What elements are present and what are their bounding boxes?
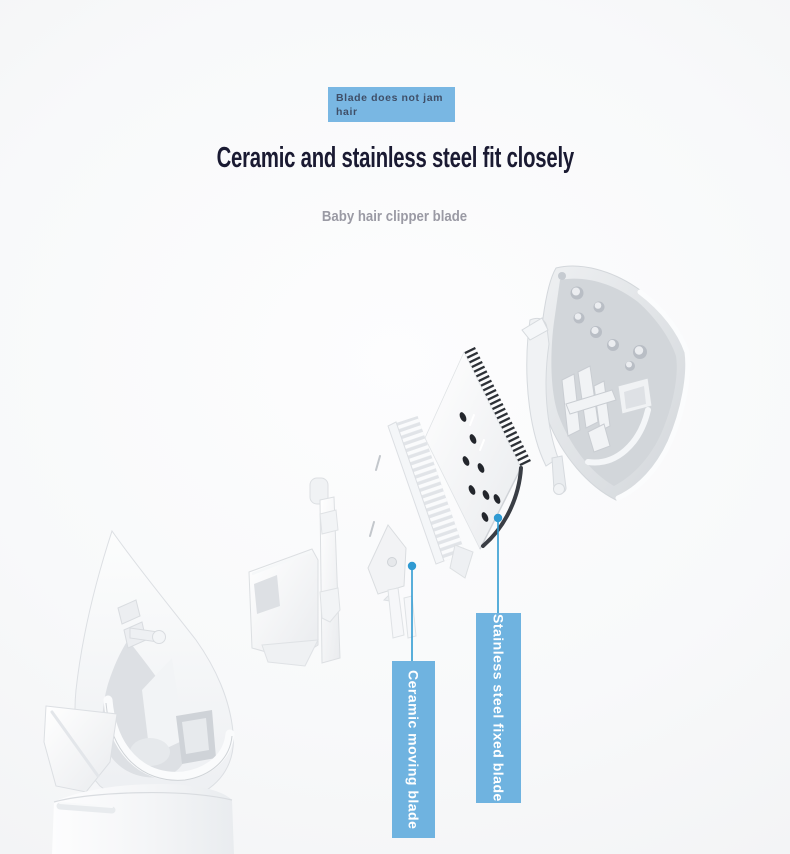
blade-mount-bracket-part	[249, 478, 340, 666]
clipper-body-shell-part	[44, 531, 234, 854]
page-title-text: Ceramic and stainless steel fit closely	[216, 142, 574, 174]
subtitle-text: Baby hair clipper blade	[322, 208, 468, 225]
callout-dot-ceramic	[408, 562, 416, 570]
blade-cover-part	[522, 266, 689, 500]
callout-dot-steel	[494, 514, 502, 522]
callout-stainless-steel-fixed-blade: Stainless steel fixed blade	[476, 613, 521, 803]
feature-badge: Blade does not jam hair	[328, 87, 455, 122]
callout-ceramic-moving-blade: Ceramic moving blade	[392, 661, 435, 838]
